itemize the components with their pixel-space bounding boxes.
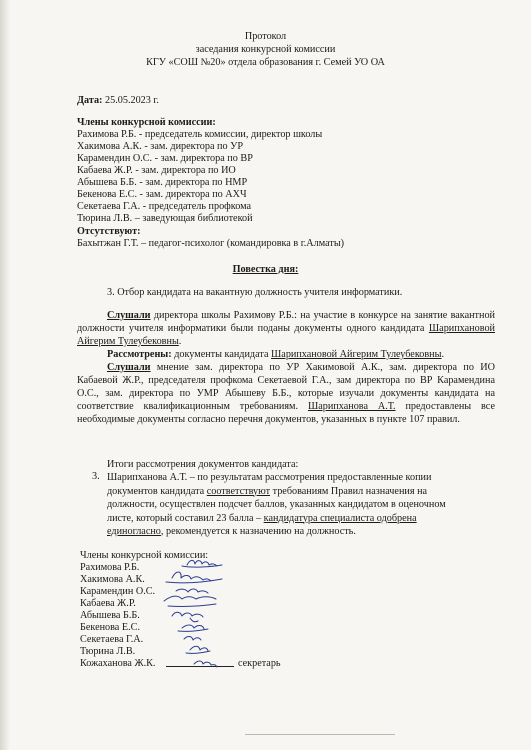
member-item: Кабаева Ж.Р. - зам. директора по ИО: [77, 165, 236, 176]
meeting-date: [77, 95, 159, 106]
absent-item: Бахытжан Г.Т. – педагог-психолог (командировка в г.Алматы): [77, 238, 345, 249]
absent-title: Отсутствуют:: [77, 226, 141, 237]
signatory-name: Рахимова Р.Б.: [80, 562, 140, 573]
signature-mark: [178, 629, 208, 631]
signatory-name: Кабаева Ж.Р.: [80, 598, 136, 609]
member-item: Рахимова Р.Б. - председатель комиссии, директор школы: [77, 129, 323, 140]
signature-mark: [186, 651, 210, 653]
doc-title: Протокол: [244, 31, 287, 42]
signature-mark: [184, 636, 201, 640]
signatures-title: Члены конкурсной комиссии:: [80, 550, 209, 561]
agenda-item: 3. Отбор кандидата на вакантную должность учителя информатики.: [107, 287, 403, 298]
signature-mark: [172, 572, 211, 581]
handwritten-signatures: [160, 556, 255, 676]
signatory-name: Абышева Б.Б.: [80, 610, 140, 621]
faded-line: [245, 734, 395, 735]
results-number: 3.: [92, 471, 100, 482]
signature-mark: [172, 612, 203, 617]
candidate-name: Шарипхановой Айгерим Тулеубековны: [77, 323, 495, 347]
members-title: Члены конкурсной комиссии:: [77, 117, 216, 128]
secretary-label: секретарь: [238, 658, 281, 669]
signatory-name: Кожаханова Ж.К.: [80, 658, 156, 669]
signature-mark: [182, 625, 204, 629]
signature-mark: [168, 604, 216, 606]
member-item: Бекенова Е.С. - зам. директора по АХЧ: [77, 189, 247, 200]
results-paragraph: Шарипханова А.Т. – по результатам рассмотрения предоставленные копии документов кандидата соответствуют требованиям Правил назначения на должности, осуществлен подсчет баллов, указанных кандидатом в оценочном листе, который составил 23 балла – кандидатура специалиста одобрена единогласно, рекомендуется к назначению на должность.: [107, 472, 446, 537]
signatory-name: Тюрина Л.В.: [80, 646, 136, 657]
agenda-title: Повестка дня:: [232, 264, 299, 275]
date-value: 25.05.2023 г.: [102, 95, 159, 106]
member-item: Карамендин О.С. - зам. директора по ВР: [77, 153, 253, 164]
date-label: Дата:: [77, 95, 103, 106]
candidate-name: Шарипханова А.Т.: [307, 401, 396, 412]
results-title: Итоги рассмотрения документов кандидата:: [107, 459, 299, 470]
heard-label: Слушали: [107, 362, 151, 373]
candidate-name: Шарипхановой Айгерим Тулеубековны: [271, 349, 442, 360]
signature-mark: [166, 579, 222, 583]
signatory-name: Бекенова Е.С.: [80, 622, 140, 633]
member-item: Абышева Б.Б. - зам. директора по НМР: [77, 177, 248, 188]
decision-status: кандидатура специалиста одобрена единогласно: [107, 512, 417, 537]
doc-subtitle: заседания конкурсной комиссии: [195, 44, 336, 55]
doc-organization: КГУ «СОШ №20» отдела образования г. Семей УО ОА: [146, 57, 385, 68]
conformity-status: соответствуют: [206, 485, 271, 497]
signature-mark: [194, 661, 217, 667]
member-item: Хакимова А.К. - зам. директора по УР: [77, 141, 243, 152]
signature-mark: [190, 618, 198, 622]
signature-mark: [187, 560, 217, 566]
scan-edge-shadow: [0, 0, 10, 750]
signatory-name: Хакимова А.К.: [80, 574, 145, 585]
heard-paragraph-2: Слушали мнение зам. директора по УР Хакимовой А.К., зам. директора по ИО Кабаевой Ж.Р., председателя профкома Секетаевой Г.А., зам директора по ВР Карамендина О.С., зам. директора по УМР Абышеву Б.Б., которые изучали документы кандидата на соответствие квалификационным требованиям. Шарипханова А.Т. предоставлены все необходимые документы согласно перечня документов, указанных в пункте 107 правил.: [77, 362, 495, 425]
signature-mark: [176, 589, 208, 593]
signatory-name: Карамендин О.С.: [80, 586, 156, 597]
signatory-name: Секетаева Г.А.: [80, 634, 144, 645]
reviewed-paragraph: Рассмотрены: документы кандидата Шарипхановой Айгерим Тулеубековны.: [107, 349, 445, 360]
member-item: Тюрина Л.В. – заведующая библиотекой: [77, 213, 253, 224]
heard-paragraph-1: Слушали директора школы Рахимову Р.Б.: на участие в конкурсе на занятие вакантной должности учителя информатики были поданы документы одного кандидата Шарипхановой Айгерим Тулеубековны.: [77, 310, 495, 347]
member-item: Секетаева Г.А. - председатель профкома: [77, 201, 252, 212]
signature-mark: [164, 596, 216, 601]
reviewed-label: Рассмотрены:: [107, 349, 172, 360]
heard-label: Слушали: [107, 310, 151, 321]
signature-mark: [190, 646, 208, 651]
